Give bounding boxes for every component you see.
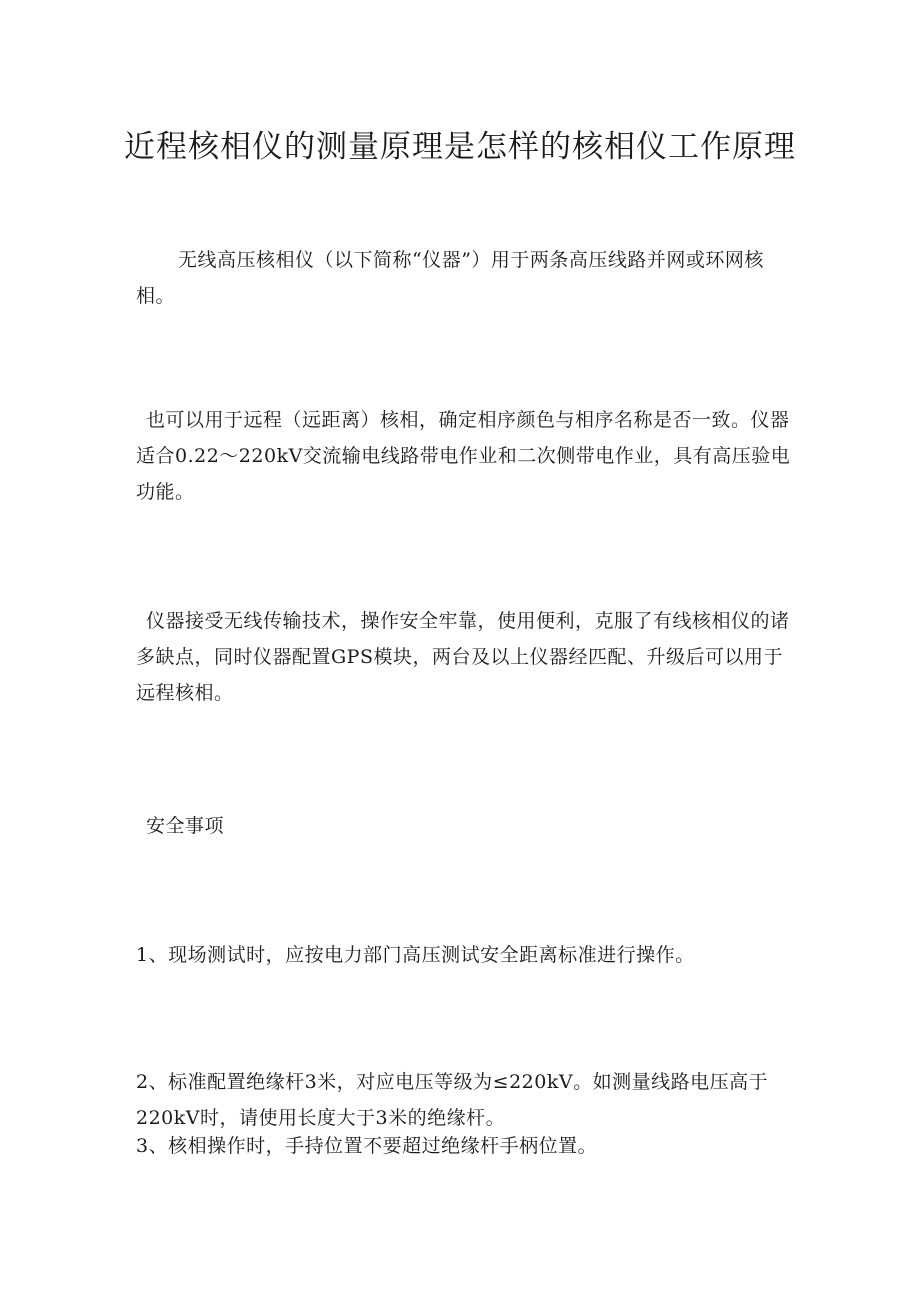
page-title: 近程核相仪的测量原理是怎样的核相仪工作原理 — [124, 129, 796, 165]
safety-item-1: 1、现场测试时，应按电力部门高压测试安全距离标准进行操作。 — [136, 944, 695, 966]
section-heading-safety: 安全事项 — [146, 815, 225, 837]
paragraph-remote-phasing: 也可以用于远程（远距离）核相，确定相序颜色与相序名称是否一致。仪器适合0.22～220kV交流输电线路带电作业和二次侧带电作业，具有高压验电功能。 — [136, 409, 791, 503]
safety-item-2: 2、标准配置绝缘杆3米，对应电压等级为≤220kV。如测量线路电压高于220kV时，请使用长度大于3米的绝缘杆。 — [136, 1071, 769, 1129]
safety-item-3: 3、核相操作时，手持位置不要超过绝缘杆手柄位置。 — [136, 1135, 598, 1157]
paragraph-wireless-tech: 仪器接受无线传输技术，操作安全牢靠，使用便利，克服了有线核相仪的诸多缺点，同时仪器配置GPS模块，两台及以上仪器经匹配、升级后可以用于远程核相。 — [136, 610, 790, 704]
paragraph-intro: 无线高压核相仪（以下简称“仪器”）用于两条高压线路并网或环网核相。 — [136, 249, 764, 307]
